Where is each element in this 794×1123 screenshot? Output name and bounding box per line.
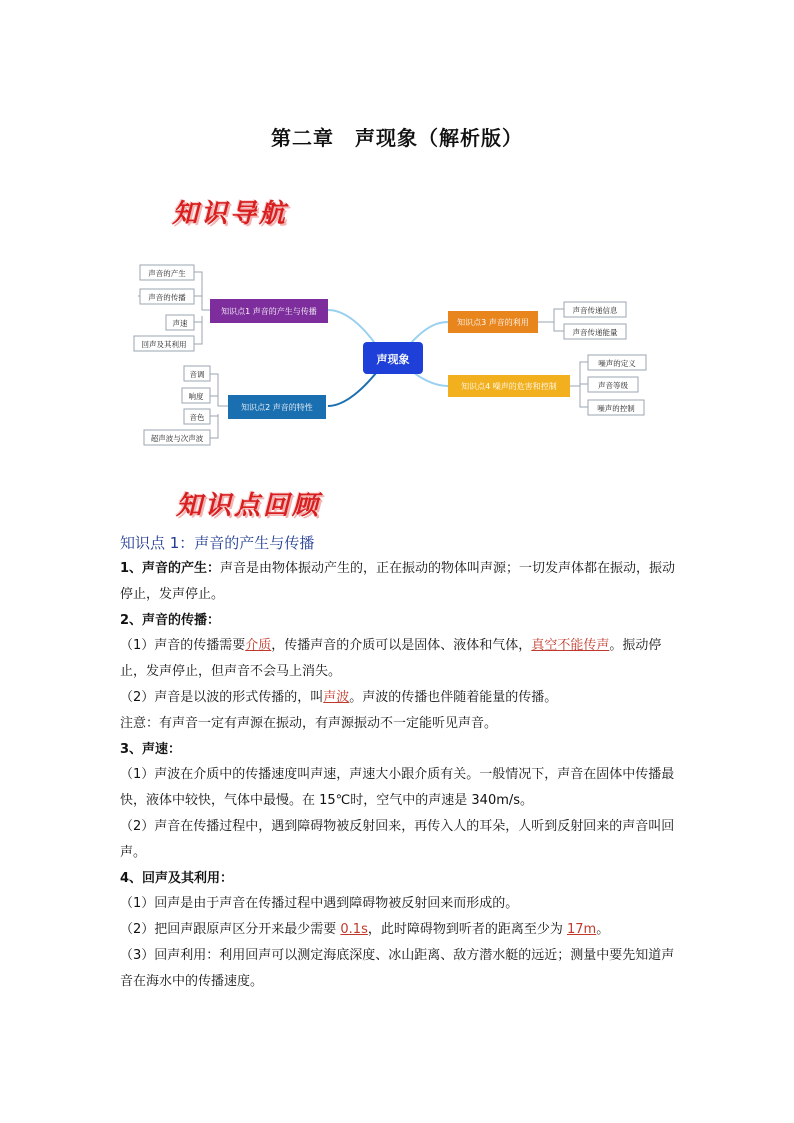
paragraph: （1）声波在介质中的传播速度叫声速，声速大小跟介质有关。一般情况下，声音在固体中传播最快，液体中较快，气体中最慢。在 15℃时，空气中的声速是 340m/s。 (120, 767, 675, 809)
leaf-node: 声音的产生 (148, 269, 186, 278)
connector-branch3 (410, 322, 448, 344)
leaf-node: 声音传递能量 (572, 328, 618, 337)
branch-1-label: 知识点1 声音的产生与传播 (221, 307, 317, 316)
paragraph-title: 4、回声及其利用： (120, 870, 234, 886)
paragraph-title: 1、声音的产生： (120, 561, 221, 576)
paragraph: （2）声音是以波的形式传播的，叫声波。声波的传播也伴随着能量的传播。 (120, 689, 558, 705)
content-body (120, 556, 680, 995)
highlight-term: 0.1s (340, 922, 368, 938)
leaf-node: 声音传递信息 (572, 306, 618, 315)
highlight-term: 17m (567, 922, 597, 938)
leaf-node: 回声及其利用 (141, 340, 187, 349)
leaf-node: 声音的传播 (148, 293, 186, 302)
branch-2-label: 知识点2 声音的特性 (241, 403, 313, 412)
paragraph: （1）声音的传播需要介质，传播声音的介质可以是固体、液体和气体，真空不能传声。振动停止，发声停止，但声音不会马上消失。 (120, 638, 662, 680)
knowledge-navigation-banner: 知识导航 (172, 199, 289, 229)
branch-3-label: 知识点3 声音的利用 (457, 318, 529, 327)
paragraph: 1、声音的产生：声音是由物体振动产生的，正在振动的物体叫声源；一切发声体都在振动，振动停止，发声停止。 (120, 561, 676, 602)
paragraph: （3）回声利用：利用回声可以测定海底深度、冰山距离、敌方潜水艇的远近；测量中要先知道声音在海水中的传播速度。 (120, 947, 675, 989)
leaf-node: 声速 (172, 319, 188, 328)
paragraph: （2）声音在传播过程中，遇到障碍物被反射回来，再传入人的耳朵，人听到反射回来的声音叫回声。 (120, 818, 675, 860)
leaf-node: 响度 (188, 392, 204, 401)
knowledge-review-banner: 知识点回顾 (176, 491, 322, 521)
leaf-node: 噪声的定义 (598, 359, 636, 368)
highlight-term: 介质 (245, 638, 272, 654)
leaf-node: 音色 (189, 413, 205, 422)
section-heading: 知识点 1：声音的产生与传播 (120, 534, 315, 552)
mind-map (128, 262, 668, 452)
paragraph-title: 3、声速： (120, 741, 182, 757)
highlight-term: 声波 (323, 689, 350, 705)
page-title: 第二章 声现象（解析版） (271, 126, 523, 150)
paragraph: （1）回声是由于声音在传播过程中遇到障碍物被反射回来而形成的。 (120, 896, 519, 912)
leaf-node: 音调 (189, 370, 205, 379)
branch-4-label: 知识点4 噪声的危害和控制 (461, 382, 557, 391)
highlight-term: 真空不能传声 (531, 638, 610, 654)
note: 注意：有声音一定有声源在振动，有声源振动不一定能听见声音。 (120, 715, 498, 731)
paragraph-title: 2、声音的传播： (120, 612, 221, 628)
leaf-node: 声音等级 (598, 381, 628, 390)
paragraph: （2）把回声跟原声区分开来最少需要 0.1s，此时障碍物到听者的距离至少为 17m。 (120, 922, 610, 938)
leaf-node: 噪声的控制 (597, 404, 635, 413)
leaf-node: 超声波与次声波 (150, 434, 204, 443)
center-node-label: 声现象 (376, 353, 410, 366)
